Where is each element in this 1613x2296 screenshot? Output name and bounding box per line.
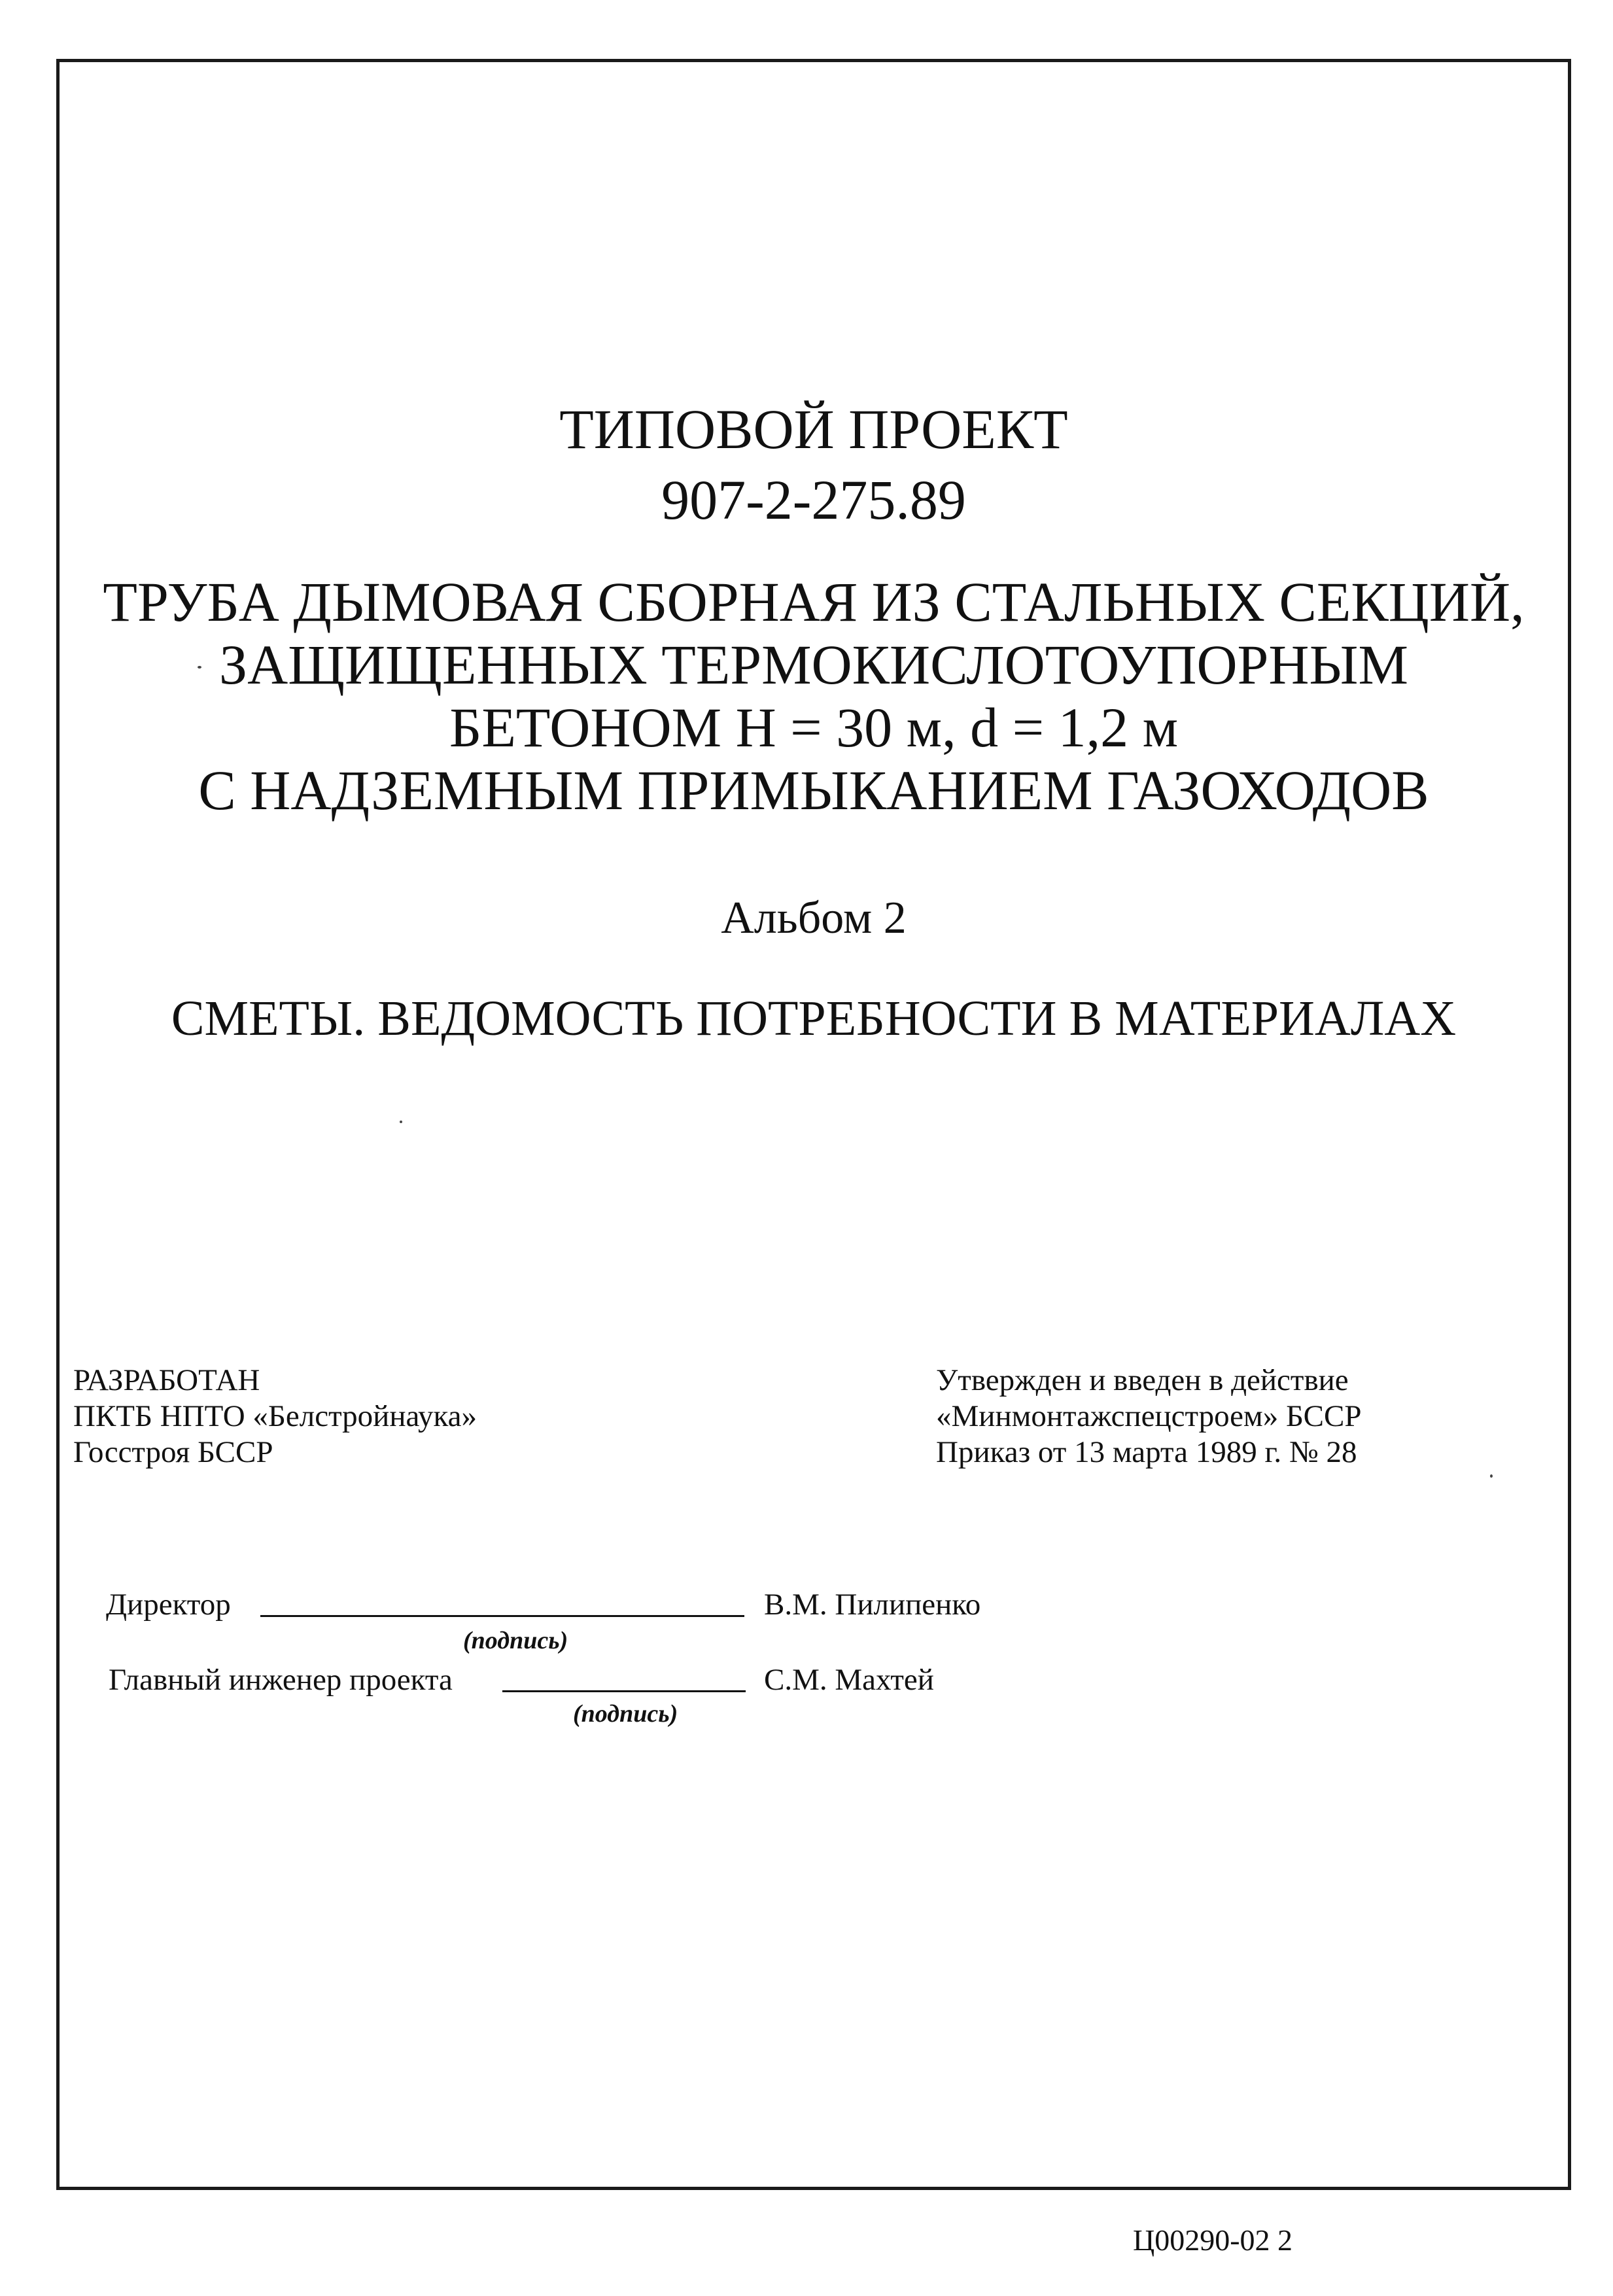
signature-role: Директор bbox=[106, 1588, 231, 1622]
signature-line bbox=[502, 1664, 746, 1692]
signatory-name: В.М. Пилипенко bbox=[764, 1588, 981, 1622]
developed-line: Госстроя БССР bbox=[73, 1435, 273, 1469]
chief-engineer-signature-row bbox=[109, 1661, 1090, 1701]
signature-role: Главный инженер проекта bbox=[109, 1663, 453, 1697]
approval-line: «Минмонтажспецстроем» БССР bbox=[936, 1399, 1362, 1433]
title-line: С НАДЗЕМНЫМ ПРИМЫКАНИЕМ ГАЗОХОДОВ bbox=[198, 759, 1429, 822]
title-line: БЕТОНОМ H = 30 м, d = 1,2 м bbox=[449, 696, 1179, 759]
signatory-name: С.М. Махтей bbox=[764, 1663, 934, 1697]
signature-line bbox=[260, 1589, 744, 1617]
approval-line: Приказ от 13 марта 1989 г. № 28 bbox=[936, 1435, 1357, 1469]
approval-block bbox=[936, 1363, 1362, 1470]
album-subject: СМЕТЫ. ВЕДОМОСТЬ ПОТРЕБНОСТИ В МАТЕРИАЛАХ bbox=[171, 991, 1457, 1046]
document-type-heading bbox=[56, 398, 1571, 461]
director-signature-row bbox=[106, 1586, 1087, 1626]
album-label: Альбом 2 bbox=[721, 893, 907, 943]
document-type: ТИПОВОЙ ПРОЕКТ bbox=[559, 398, 1068, 461]
developed-by-block bbox=[73, 1363, 477, 1470]
signature-caption: (подпись) bbox=[573, 1700, 678, 1728]
developed-line: РАЗРАБОТАН bbox=[73, 1363, 260, 1397]
album-heading bbox=[56, 891, 1571, 946]
main-title bbox=[56, 570, 1571, 822]
document-number-heading bbox=[56, 468, 1571, 531]
approval-line: Утвержден и введен в действие bbox=[936, 1363, 1349, 1397]
document-number: 907-2-275.89 bbox=[661, 468, 966, 531]
page-border-frame bbox=[56, 59, 1571, 2190]
signature-caption: (подпись) bbox=[463, 1627, 568, 1654]
scan-speck bbox=[400, 1121, 402, 1123]
scan-speck bbox=[198, 666, 201, 669]
footer-document-code: Ц00290-02 2 bbox=[1133, 2223, 1293, 2257]
album-subject-heading bbox=[56, 989, 1571, 1048]
scan-speck bbox=[1490, 1474, 1493, 1478]
developed-line: ПКТБ НПТО «Белстройнаука» bbox=[73, 1399, 477, 1433]
title-line: ЗАЩИЩЕННЫХ ТЕРМОКИСЛОТОУПОРНЫМ bbox=[219, 633, 1408, 696]
title-line: ТРУБА ДЫМОВАЯ СБОРНАЯ ИЗ СТАЛЬНЫХ СЕКЦИЙ, bbox=[103, 570, 1525, 633]
